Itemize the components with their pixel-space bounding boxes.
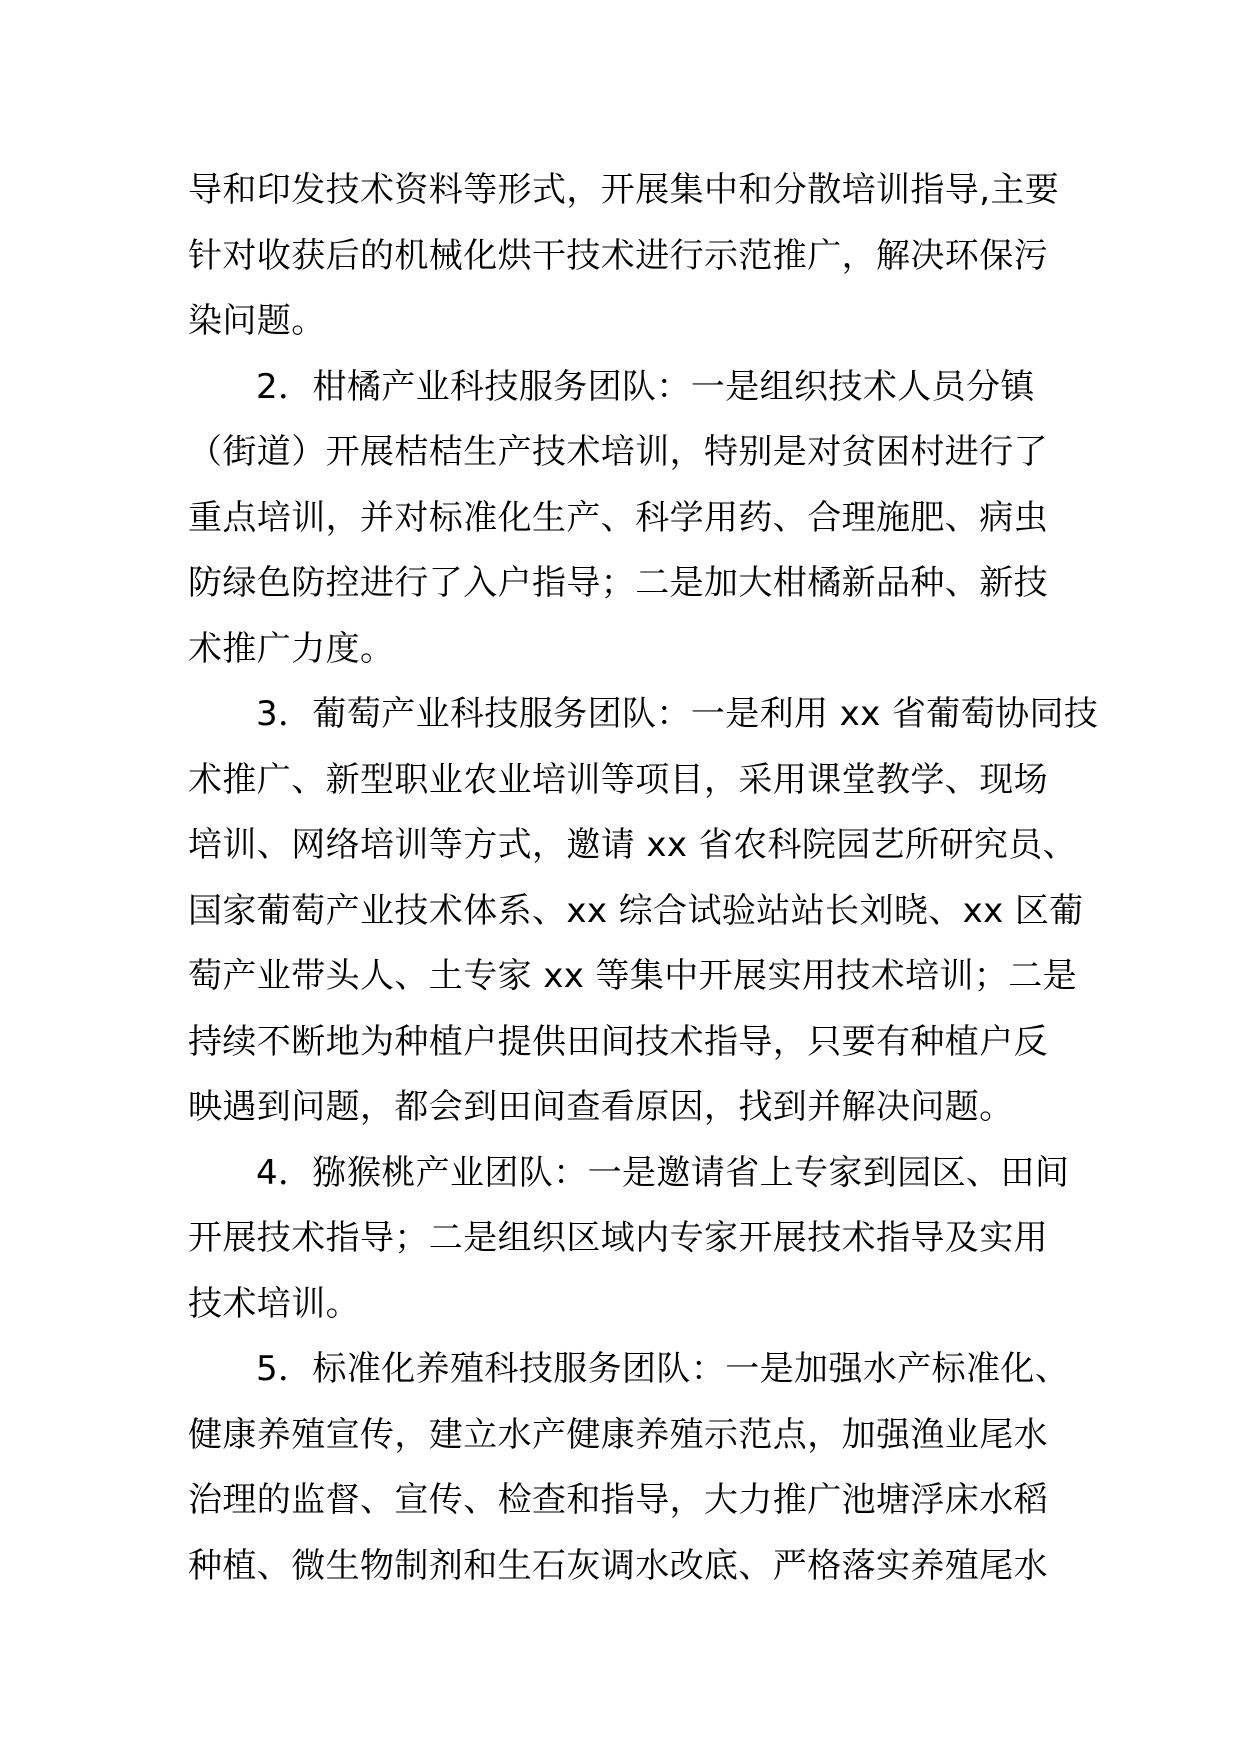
text-line: 健康养殖宣传，建立水产健康养殖示范点，加强渔业尾水 [188, 1414, 1048, 1455]
text-line: 针对收获后的机械化烘干技术进行示范推广，解决环保污 [188, 235, 1048, 276]
text-line: 培训、网络培训等方式，邀请 xx 省农科院园艺所研究员、 [188, 825, 1078, 865]
text-line: 重点培训，并对标准化生产、科学用药、合理施肥、病虫 [188, 497, 1048, 538]
document-body [188, 158, 1099, 1599]
text-line: 染问题。 [188, 301, 326, 341]
text-line: （街道）开展桔桔生产技术培训，特别是对贫困村进行了 [188, 432, 1048, 472]
text-line: 防绿色防控进行了入户指导；二是加大柑橘新品种、新技 [188, 563, 1048, 603]
text-line: 治理的监督、宣传、检查和指导，大力推广池塘浮床水稻 [188, 1480, 1048, 1520]
text-line: 术推广、新型职业农业培训等项目，采用课堂教学、现场 [188, 759, 1048, 800]
paragraph-start-line: 2．柑橘产业科技服务团队：一是组织技术人员分镇 [256, 366, 1035, 407]
text-line: 国家葡萄产业技术体系、xx 综合试验站站长刘晓、xx 区葡 [188, 890, 1084, 931]
paragraph-start-line: 3．葡萄产业科技服务团队：一是利用 xx 省葡萄协同技 [256, 694, 1099, 734]
paragraph-start-line: 5．标准化养殖科技服务团队：一是加强水产标准化、 [256, 1349, 1070, 1389]
text-line: 持续不断地为种植户提供田间技术指导，只要有种植户反 [188, 1021, 1048, 1062]
text-line: 种植、微生物制剂和生石灰调水改底、严格落实养殖尾水 [188, 1545, 1048, 1586]
text-line: 映遇到问题，都会到田间查看原因，找到并解决问题。 [188, 1087, 1014, 1127]
text-line: 萄产业带头人、土专家 xx 等集中开展实用技术培训；二是 [188, 956, 1078, 996]
text-line: 技术培训。 [188, 1283, 360, 1324]
text-line: 术推广力度。 [188, 628, 395, 669]
text-line: 导和印发技术资料等形式，开展集中和分散培训指导,主要 [188, 170, 1060, 210]
paragraph-start-line: 4．猕猴桃产业团队：一是邀请省上专家到园区、田间 [256, 1152, 1070, 1193]
text-line: 开展技术指导；二是组织区域内专家开展技术指导及实用 [188, 1218, 1048, 1258]
